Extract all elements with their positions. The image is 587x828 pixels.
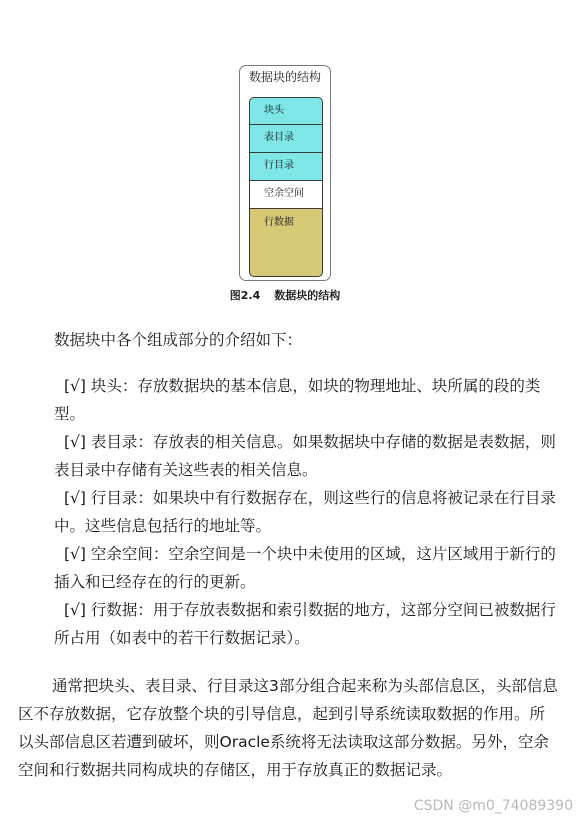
- block-structure-figure: [239, 65, 331, 281]
- figure-caption-text: 数据块的结构: [274, 289, 341, 302]
- figure-caption: [0, 287, 570, 303]
- intro-paragraph: 数据块中各个组成部分的介绍如下：: [54, 331, 303, 349]
- block-segment-stack: [249, 97, 323, 277]
- summary-paragraph: 通常把块头、表目录、行目录这3部分组合起来称为头部信息区，头部信息区不存放数据，它存放整个块的引导信息，起到引导系统读取数据的作用。所以头部信息区若遭到破坏，则Oracle系统将无法读取这部分数据。另外，空余空间和行数据共同构成块的存储区，用于存放真正的数据记录。: [18, 677, 558, 779]
- list-item-row-directory: [√] 行目录：如果块中有行数据存在，则这些行的信息将被记录在行目录中。这些信息包括行的地址等。: [54, 489, 556, 535]
- list-item-block-head: [√] 块头：存放数据块的基本信息，如块的物理地址、块所属的段的类型。: [54, 377, 541, 423]
- segment-free-space: 空余空间: [249, 181, 323, 209]
- segment-row-data: 行数据: [249, 209, 323, 277]
- list-item-free-space: [√] 空余空间：空余空间是一个块中未使用的区域，这片区域用于新行的插入和已经存在的行的更新。: [54, 545, 556, 591]
- list-item-table-directory: [√] 表目录：存放表的相关信息。如果数据块中存储的数据是表数据，则表目录中存储有关这些表的相关信息。: [54, 433, 556, 479]
- segment-block-head: 块头: [249, 97, 323, 125]
- list-item-row-data: [√] 行数据：用于存放表数据和索引数据的地方，这部分空间已被数据行所占用（如表中的若干行数据记录）。: [54, 601, 556, 647]
- csdn-watermark: CSDN @m0_74089390: [413, 798, 573, 814]
- figure-caption-number: 图2.4: [229, 289, 261, 302]
- figure-title: 数据块的结构: [248, 70, 321, 84]
- segment-table-directory: 表目录: [249, 125, 323, 153]
- segment-row-directory: 行目录: [249, 153, 323, 181]
